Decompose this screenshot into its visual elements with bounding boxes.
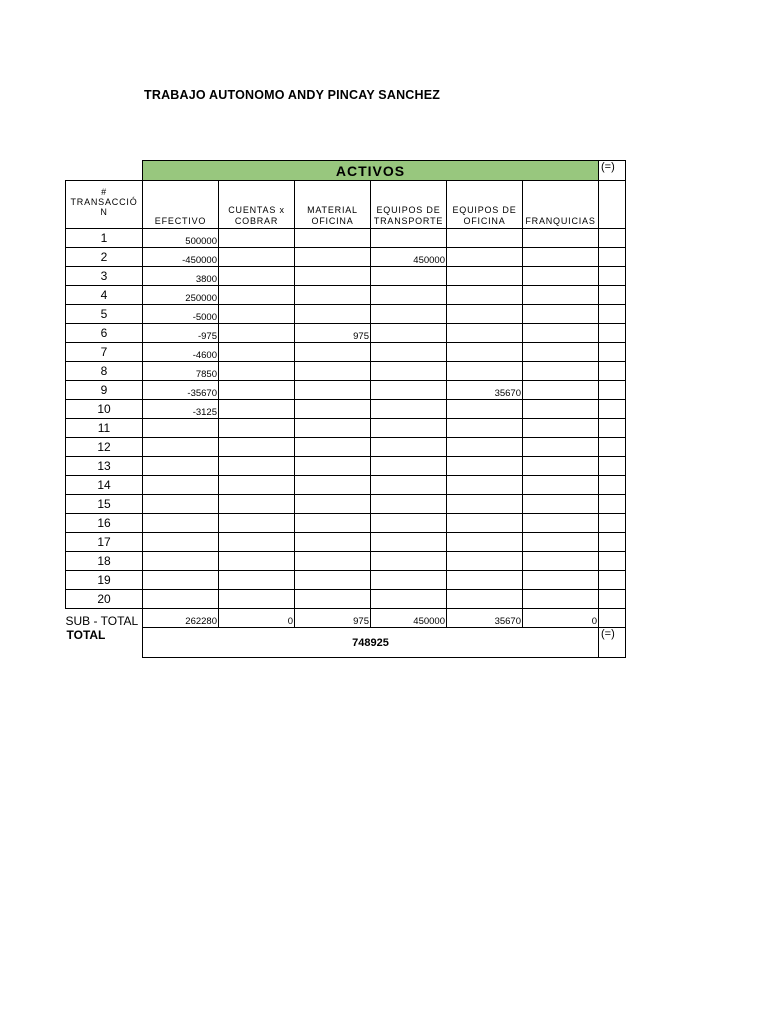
cell-material[interactable] <box>295 305 371 324</box>
col-header-transporte[interactable] <box>371 181 447 229</box>
transaction-number[interactable]: 20 <box>66 590 143 609</box>
cell-oficina[interactable] <box>447 419 523 438</box>
cell-efectivo[interactable] <box>143 419 219 438</box>
cell-franquicias[interactable] <box>523 590 599 609</box>
table-row <box>66 419 626 438</box>
cell-material[interactable] <box>295 400 371 419</box>
cell-transporte[interactable] <box>371 514 447 533</box>
cell-extra[interactable] <box>599 476 626 495</box>
cell-cuentas[interactable] <box>219 514 295 533</box>
cell-material[interactable] <box>295 590 371 609</box>
cell-oficina[interactable] <box>447 533 523 552</box>
transaction-number[interactable]: 3 <box>66 267 143 286</box>
cell-oficina[interactable] <box>447 590 523 609</box>
cell-franquicias[interactable] <box>523 400 599 419</box>
subtotal-cuentas[interactable]: 0 <box>219 609 295 628</box>
transaction-number[interactable]: 11 <box>66 419 143 438</box>
transaction-number[interactable]: 18 <box>66 552 143 571</box>
cell-franquicias[interactable] <box>523 381 599 400</box>
transaction-number[interactable]: 10 <box>66 400 143 419</box>
cell-franquicias[interactable] <box>523 457 599 476</box>
cell-transporte[interactable] <box>371 400 447 419</box>
cell-material[interactable] <box>295 248 371 267</box>
table-row <box>66 552 626 571</box>
cell-transporte[interactable] <box>371 229 447 248</box>
table-row <box>66 381 626 400</box>
cell-franquicias[interactable] <box>523 438 599 457</box>
cell-oficina[interactable] <box>447 400 523 419</box>
cell-material[interactable] <box>295 571 371 590</box>
cell-extra[interactable] <box>599 571 626 590</box>
transaction-number[interactable]: 5 <box>66 305 143 324</box>
table-row <box>66 514 626 533</box>
cell-material[interactable] <box>295 419 371 438</box>
cell-transporte[interactable] <box>371 305 447 324</box>
cell-extra[interactable] <box>599 248 626 267</box>
transaction-number[interactable]: 1 <box>66 229 143 248</box>
subtotal-material[interactable]: 975 <box>295 609 371 628</box>
col-header-line: COBRAR <box>234 216 279 226</box>
cell-oficina[interactable] <box>447 495 523 514</box>
cell-cuentas[interactable] <box>219 305 295 324</box>
col-header-line: N <box>100 207 108 217</box>
cell-efectivo[interactable] <box>143 533 219 552</box>
cell-cuentas[interactable] <box>219 343 295 362</box>
cell-transporte[interactable] <box>371 324 447 343</box>
activos-table <box>65 160 626 658</box>
cell-efectivo[interactable]: 250000 <box>143 286 219 305</box>
col-header-transaccion[interactable] <box>66 181 143 229</box>
transaction-number[interactable]: 8 <box>66 362 143 381</box>
cell-oficina[interactable] <box>447 438 523 457</box>
cell-material[interactable] <box>295 495 371 514</box>
cell-transporte[interactable] <box>371 362 447 381</box>
table-row <box>66 571 626 590</box>
cell-oficina[interactable] <box>447 267 523 286</box>
cell-material[interactable] <box>295 514 371 533</box>
transaction-number[interactable]: 12 <box>66 438 143 457</box>
cell-efectivo[interactable] <box>143 495 219 514</box>
col-header-oficina[interactable] <box>447 181 523 229</box>
subtotal-label: SUB - TOTAL <box>65 613 139 628</box>
cell-transporte[interactable] <box>371 267 447 286</box>
cell-extra[interactable] <box>599 514 626 533</box>
cell-franquicias[interactable] <box>523 514 599 533</box>
table-row <box>66 248 626 267</box>
col-header-line: TRANSPORTE <box>373 216 444 226</box>
cell-cuentas[interactable] <box>219 267 295 286</box>
cell-material[interactable] <box>295 267 371 286</box>
cell-efectivo[interactable]: -975 <box>143 324 219 343</box>
cell-extra[interactable] <box>599 381 626 400</box>
cell-cuentas[interactable] <box>219 419 295 438</box>
cell-transporte[interactable] <box>371 476 447 495</box>
table-row <box>66 533 626 552</box>
cell-extra[interactable] <box>599 343 626 362</box>
blank-corner <box>66 161 143 181</box>
table-row <box>66 267 626 286</box>
cell-material[interactable] <box>295 552 371 571</box>
cell-material[interactable]: 975 <box>295 324 371 343</box>
cell-material[interactable] <box>295 381 371 400</box>
cell-efectivo[interactable]: -450000 <box>143 248 219 267</box>
cell-transporte[interactable] <box>371 457 447 476</box>
cell-material[interactable] <box>295 476 371 495</box>
col-header-line: EFECTIVO <box>154 216 207 226</box>
col-header-cuentas[interactable] <box>219 181 295 229</box>
cell-transporte[interactable] <box>371 438 447 457</box>
transaction-number[interactable]: 7 <box>66 343 143 362</box>
cell-efectivo[interactable]: 500000 <box>143 229 219 248</box>
page-title: TRABAJO AUTONOMO ANDY PINCAY SANCHEZ <box>144 88 441 102</box>
cell-cuentas[interactable] <box>219 248 295 267</box>
cell-franquicias[interactable] <box>523 248 599 267</box>
col-header-line: EQUIPOS DE <box>376 205 441 215</box>
cell-efectivo[interactable] <box>143 457 219 476</box>
table-row <box>66 305 626 324</box>
cell-franquicias[interactable] <box>523 476 599 495</box>
cell-cuentas[interactable] <box>219 533 295 552</box>
cell-efectivo[interactable] <box>143 571 219 590</box>
table-row <box>66 286 626 305</box>
cell-extra[interactable] <box>599 229 626 248</box>
cell-cuentas[interactable] <box>219 571 295 590</box>
cell-extra[interactable] <box>599 286 626 305</box>
transaction-number[interactable]: 9 <box>66 381 143 400</box>
cell-efectivo[interactable] <box>143 590 219 609</box>
col-header-franquicias[interactable] <box>523 181 599 229</box>
cell-efectivo[interactable]: 3800 <box>143 267 219 286</box>
cell-cuentas[interactable] <box>219 590 295 609</box>
transaction-number[interactable]: 17 <box>66 533 143 552</box>
cell-transporte[interactable] <box>371 419 447 438</box>
col-header-efectivo[interactable] <box>143 181 219 229</box>
cell-material[interactable] <box>295 286 371 305</box>
transaction-number[interactable]: 14 <box>66 476 143 495</box>
table-row <box>66 400 626 419</box>
table-row <box>66 362 626 381</box>
cell-franquicias[interactable] <box>523 286 599 305</box>
cell-cuentas[interactable] <box>219 286 295 305</box>
cell-extra[interactable] <box>599 419 626 438</box>
table-row <box>66 590 626 609</box>
cell-extra[interactable] <box>599 400 626 419</box>
cell-oficina[interactable] <box>447 324 523 343</box>
cell-franquicias[interactable] <box>523 324 599 343</box>
cell-efectivo[interactable]: -3125 <box>143 400 219 419</box>
cell-extra[interactable] <box>599 438 626 457</box>
cell-material[interactable] <box>295 533 371 552</box>
total-value[interactable]: 748925 <box>143 628 599 658</box>
cell-cuentas[interactable] <box>219 457 295 476</box>
transaction-number[interactable]: 6 <box>66 324 143 343</box>
col-header-material[interactable] <box>295 181 371 229</box>
cell-oficina[interactable] <box>447 343 523 362</box>
cell-franquicias[interactable] <box>523 362 599 381</box>
transaction-number[interactable]: 19 <box>66 571 143 590</box>
cell-cuentas[interactable] <box>219 362 295 381</box>
table-row <box>66 324 626 343</box>
cell-transporte[interactable] <box>371 552 447 571</box>
table-row <box>66 343 626 362</box>
table-row <box>66 457 626 476</box>
table-row <box>66 495 626 514</box>
subtotal-franquicias[interactable]: 0 <box>523 609 599 628</box>
cell-franquicias[interactable] <box>523 495 599 514</box>
cell-franquicias[interactable] <box>523 552 599 571</box>
cell-oficina[interactable] <box>447 552 523 571</box>
cell-cuentas[interactable] <box>219 400 295 419</box>
cell-extra[interactable] <box>599 267 626 286</box>
transaction-number[interactable]: 2 <box>66 248 143 267</box>
col-header-line: # <box>101 187 107 197</box>
cell-extra[interactable] <box>599 552 626 571</box>
cell-extra[interactable] <box>599 533 626 552</box>
cell-cuentas[interactable] <box>219 229 295 248</box>
table-row <box>66 229 626 248</box>
cell-oficina[interactable]: 35670 <box>447 381 523 400</box>
cell-efectivo[interactable]: -4600 <box>143 343 219 362</box>
cell-efectivo[interactable] <box>143 438 219 457</box>
cell-cuentas[interactable] <box>219 438 295 457</box>
total-label: TOTAL <box>66 627 106 642</box>
cell-efectivo[interactable] <box>143 514 219 533</box>
col-header-line: OFICINA <box>463 216 506 226</box>
cell-transporte[interactable]: 450000 <box>371 248 447 267</box>
cell-efectivo[interactable]: -5000 <box>143 305 219 324</box>
table-row <box>66 438 626 457</box>
col-header-line: TRANSACCIÓ <box>70 197 138 207</box>
col-header-line: EQUIPOS DE <box>452 205 517 215</box>
cell-oficina[interactable] <box>447 514 523 533</box>
cell-material[interactable] <box>295 229 371 248</box>
cell-transporte[interactable] <box>371 343 447 362</box>
cell-oficina[interactable] <box>447 305 523 324</box>
subtotal-transporte[interactable]: 450000 <box>371 609 447 628</box>
cell-extra[interactable] <box>599 495 626 514</box>
cell-oficina[interactable] <box>447 362 523 381</box>
subtotal-extra[interactable] <box>599 609 626 628</box>
cell-efectivo[interactable] <box>143 552 219 571</box>
cell-extra[interactable] <box>599 590 626 609</box>
cell-franquicias[interactable] <box>523 571 599 590</box>
col-header-extra[interactable] <box>599 181 626 229</box>
cell-oficina[interactable] <box>447 229 523 248</box>
cell-franquicias[interactable] <box>523 267 599 286</box>
cell-extra[interactable] <box>599 305 626 324</box>
cell-cuentas[interactable] <box>219 552 295 571</box>
cell-efectivo[interactable]: 7850 <box>143 362 219 381</box>
cell-material[interactable] <box>295 438 371 457</box>
total-equals-sign[interactable]: (=) <box>599 628 626 658</box>
transaction-number[interactable]: 4 <box>66 286 143 305</box>
cell-franquicias[interactable] <box>523 229 599 248</box>
cell-efectivo[interactable]: -35670 <box>143 381 219 400</box>
cell-oficina[interactable] <box>447 286 523 305</box>
col-header-line: CUENTAS x <box>228 205 285 215</box>
cell-cuentas[interactable] <box>219 495 295 514</box>
cell-transporte[interactable] <box>371 286 447 305</box>
transaction-number[interactable]: 16 <box>66 514 143 533</box>
cell-transporte[interactable] <box>371 590 447 609</box>
cell-material[interactable] <box>295 343 371 362</box>
cell-franquicias[interactable] <box>523 419 599 438</box>
cell-franquicias[interactable] <box>523 533 599 552</box>
cell-oficina[interactable] <box>447 248 523 267</box>
cell-extra[interactable] <box>599 457 626 476</box>
cell-franquicias[interactable] <box>523 305 599 324</box>
equals-sign[interactable]: (=) <box>599 161 626 181</box>
cell-franquicias[interactable] <box>523 343 599 362</box>
cell-transporte[interactable] <box>371 533 447 552</box>
cell-transporte[interactable] <box>371 571 447 590</box>
cell-oficina[interactable] <box>447 476 523 495</box>
table-row <box>66 476 626 495</box>
subtotal-oficina[interactable]: 35670 <box>447 609 523 628</box>
transaction-number[interactable]: 13 <box>66 457 143 476</box>
col-header-line: OFICINA <box>311 216 354 226</box>
activos-header[interactable]: ACTIVOS <box>143 161 599 181</box>
cell-oficina[interactable] <box>447 457 523 476</box>
col-header-line: MATERIAL <box>307 205 358 215</box>
cell-transporte[interactable] <box>371 381 447 400</box>
subtotal-efectivo[interactable]: 262280 <box>143 609 219 628</box>
cell-cuentas[interactable] <box>219 476 295 495</box>
cell-cuentas[interactable] <box>219 324 295 343</box>
transaction-number[interactable]: 15 <box>66 495 143 514</box>
cell-oficina[interactable] <box>447 571 523 590</box>
cell-transporte[interactable] <box>371 495 447 514</box>
cell-efectivo[interactable] <box>143 476 219 495</box>
cell-extra[interactable] <box>599 324 626 343</box>
cell-material[interactable] <box>295 362 371 381</box>
cell-extra[interactable] <box>599 362 626 381</box>
cell-material[interactable] <box>295 457 371 476</box>
col-header-line: FRANQUICIAS <box>525 216 596 226</box>
cell-cuentas[interactable] <box>219 381 295 400</box>
